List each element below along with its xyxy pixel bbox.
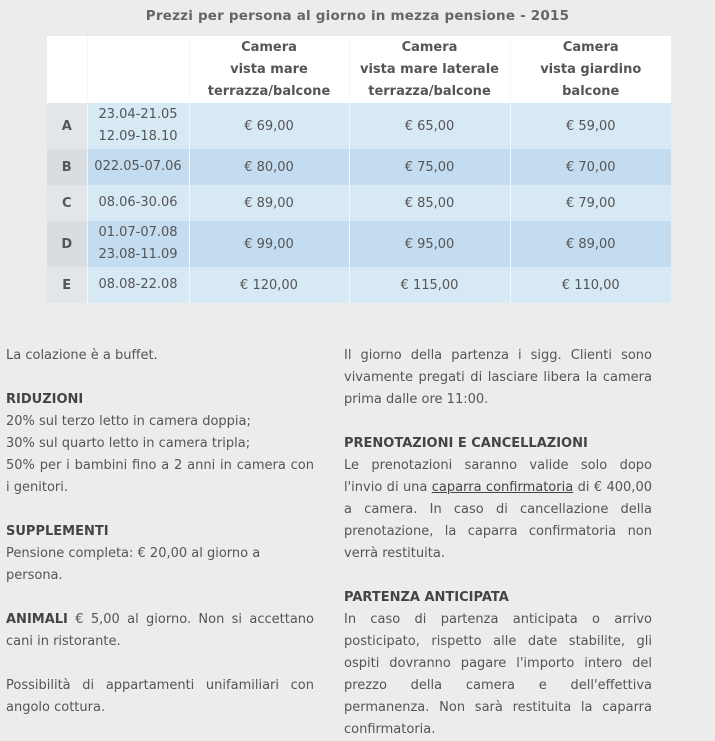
season-dates: 23.04-21.05 12.09-18.10 xyxy=(87,103,189,149)
animali-text: € 5,00 al giorno. Non si accettano cani in ristorante. xyxy=(6,612,314,649)
header-empty-letter xyxy=(47,36,87,103)
checkout-note: Il giorno della partenza i sigg. Clienti sono vivamente pregati di lasciare libera la camera prima dalle ore 11:00. xyxy=(344,348,652,407)
price-table xyxy=(47,36,671,303)
partenza-anticipata-text: In caso di partenza anticipata o arrivo posticipato, rispetto alle date stabilite, gli ospiti dovranno pagare l'importo intero del prezzo della camera e dell'effettiva permanenza. Non sarà restituita la caparra confirmatoria. xyxy=(344,612,652,737)
season-letter: D xyxy=(47,221,87,267)
supplementi-text: Pensione completa: € 20,00 al giorno a persona. xyxy=(6,546,261,583)
price-cell: € 120,00 xyxy=(189,267,349,303)
table-row xyxy=(47,185,671,221)
prenotazioni-text: Le prenotazioni saranno valide solo dopo l'invio di una caparra confirmatoria di € 400,00 a camera. In caso di cancellazione della prenotazione, la caparra confirmatoria non verrà restituita. xyxy=(344,458,652,561)
price-cell: € 65,00 xyxy=(349,103,510,149)
price-cell: € 59,00 xyxy=(510,103,671,149)
riduzioni-line: 50% per i bambini fino a 2 anni in camera con i genitori. xyxy=(6,458,314,495)
season-dates: 01.07-07.08 23.08-11.09 xyxy=(87,221,189,267)
table-row xyxy=(47,267,671,303)
table-row xyxy=(47,149,671,185)
prenotazioni-heading: PRENOTAZIONI E CANCELLAZIONI xyxy=(344,436,588,451)
header-empty-dates xyxy=(87,36,189,103)
price-cell: € 69,00 xyxy=(189,103,349,149)
price-cell: € 75,00 xyxy=(349,149,510,185)
header-sea-view-terrace: Camera vista mare terrazza/balcone xyxy=(189,36,349,103)
header-garden-view-balcony: Camera vista giardino balcone xyxy=(510,36,671,103)
appartamenti-note: Possibilità di appartamenti unifamiliari con angolo cottura. xyxy=(6,678,314,715)
season-letter: A xyxy=(47,103,87,149)
riduzioni-line: 30% sul quarto letto in camera tripla; xyxy=(6,436,251,451)
riduzioni-line: 20% sul terzo letto in camera doppia; xyxy=(6,414,251,429)
partenza-anticipata-heading: PARTENZA ANTICIPATA xyxy=(344,590,509,605)
breakfast-note: La colazione è a buffet. xyxy=(6,348,158,363)
price-cell: € 70,00 xyxy=(510,149,671,185)
season-dates: 022.05-07.06 xyxy=(87,149,189,185)
season-letter: C xyxy=(47,185,87,221)
table-row xyxy=(47,221,671,267)
table-caption: Prezzi per persona al giorno in mezza pensione - 2015 xyxy=(145,8,570,24)
price-cell: € 85,00 xyxy=(349,185,510,221)
animali-heading: ANIMALI xyxy=(6,612,68,627)
price-cell: € 115,00 xyxy=(349,267,510,303)
header-side-sea-view-terrace: Camera vista mare laterale terrazza/balcone xyxy=(349,36,510,103)
season-letter: B xyxy=(47,149,87,185)
supplementi-heading: SUPPLEMENTI xyxy=(6,524,109,539)
season-letter: E xyxy=(47,267,87,303)
price-cell: € 89,00 xyxy=(189,185,349,221)
price-cell: € 110,00 xyxy=(510,267,671,303)
riduzioni-heading: RIDUZIONI xyxy=(6,392,84,407)
left-info-column xyxy=(6,345,314,719)
table-row xyxy=(47,103,671,149)
price-cell: € 95,00 xyxy=(349,221,510,267)
caparra-link[interactable]: caparra confirmatoria xyxy=(431,480,574,495)
price-cell: € 79,00 xyxy=(510,185,671,221)
animali-paragraph xyxy=(6,609,314,653)
season-dates: 08.08-22.08 xyxy=(87,267,189,303)
table-header-row xyxy=(47,36,671,103)
right-info-column xyxy=(344,345,652,741)
season-dates: 08.06-30.06 xyxy=(87,185,189,221)
price-cell: € 80,00 xyxy=(189,149,349,185)
price-cell: € 89,00 xyxy=(510,221,671,267)
price-cell: € 99,00 xyxy=(189,221,349,267)
